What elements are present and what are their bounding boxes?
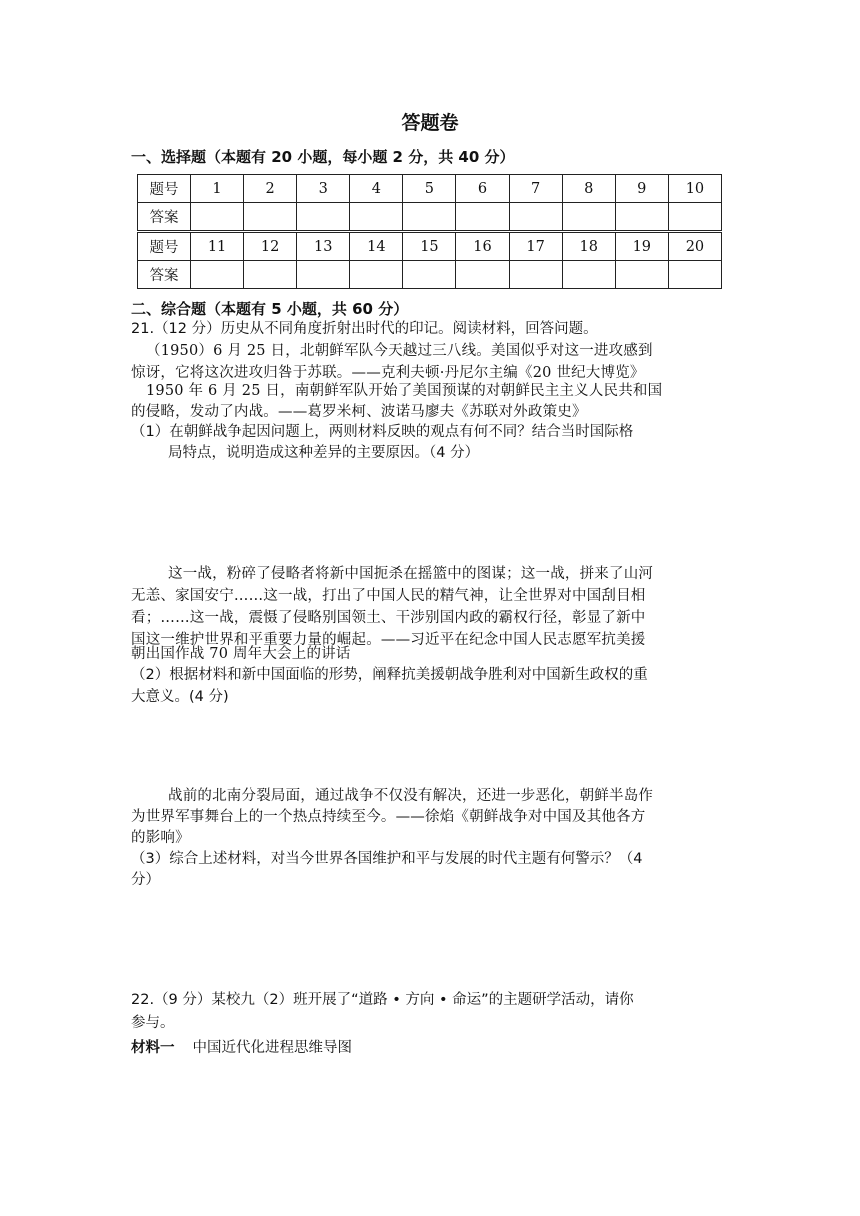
material-label: 材料一 (131, 1040, 175, 1056)
table-row (138, 203, 722, 232)
table-row (138, 232, 722, 261)
answer-cell[interactable] (350, 261, 403, 289)
question-number: 10 (668, 175, 721, 203)
answer-cell[interactable] (297, 261, 350, 289)
question-number: 13 (297, 232, 350, 261)
question-number: 9 (615, 175, 668, 203)
q21-material3-line3: 看；……这一战，震慑了侵略别国领土、干涉别国内政的霸权行径，彰显了新中 (131, 610, 646, 626)
page-title: 答题卷 (401, 112, 459, 134)
answer-cell[interactable] (350, 203, 403, 232)
q21-stem: 21.（12 分）历史从不同角度折射出时代的印记。阅读材料，回答问题。 (131, 321, 598, 337)
answer-cell[interactable] (403, 261, 456, 289)
answer-cell[interactable] (456, 203, 509, 232)
q21-material4-line3: 的影响》 (131, 830, 190, 846)
section1-heading: 一、选择题（本题有 20 小题，每小题 2 分，共 40 分） (131, 148, 515, 166)
answer-cell[interactable] (244, 203, 297, 232)
question-number: 12 (244, 232, 297, 261)
answer-cell[interactable] (191, 261, 244, 289)
question-number: 5 (403, 175, 456, 203)
q21-material4-line1: 战前的北南分裂局面，通过战争不仅没有解决，还进一步恶化，朝鲜半岛作 (168, 788, 654, 804)
question-number: 16 (456, 232, 509, 261)
question-number: 18 (562, 232, 615, 261)
answer-cell[interactable] (403, 203, 456, 232)
answer-cell[interactable] (244, 261, 297, 289)
question-number: 20 (668, 232, 721, 261)
q21-subq3-line1: （3）综合上述材料，对当今世界各国维护和平与发展的时代主题有何警示？（4 (131, 851, 643, 867)
answer-cell[interactable] (562, 203, 615, 232)
q21-material2-line2: 的侵略，发动了内战。——葛罗米柯、波诺马廖夫《苏联对外政策史》 (131, 404, 587, 420)
row-label-number: 题号 (138, 175, 191, 203)
question-number: 7 (509, 175, 562, 203)
question-number: 3 (297, 175, 350, 203)
answer-cell[interactable] (191, 203, 244, 232)
q21-material1-line2: 惊讶，它将这次进攻归咎于苏联。——克利夫顿·丹尼尔主编《20 世纪大博览》 (131, 365, 645, 381)
question-number: 6 (456, 175, 509, 203)
q21-material3-line2: 无恙、家国安宁……这一战，打出了中国人民的精气神，让全世界对中国刮目相 (131, 588, 646, 604)
question-number: 1 (191, 175, 244, 203)
q21-subq2-line2: 大意义。(4 分) (131, 689, 229, 705)
q21-material1-line1: （1950）6 月 25 日，北朝鲜军队今天越过三八线。美国似乎对这一进攻感到 (146, 343, 653, 359)
answer-cell[interactable] (297, 203, 350, 232)
answer-cell[interactable] (509, 203, 562, 232)
q22-material1 (131, 1037, 731, 1059)
question-number: 4 (350, 175, 403, 203)
table-row (138, 261, 722, 289)
answer-cell[interactable] (456, 261, 509, 289)
question-number: 17 (509, 232, 562, 261)
answer-table-1 (137, 174, 722, 289)
section2-heading: 二、综合题（本题有 5 小题，共 60 分） (131, 300, 409, 318)
answer-cell[interactable] (509, 261, 562, 289)
q21-material3-line1: 这一战，粉碎了侵略者将新中国扼杀在摇篮中的图谋；这一战，拼来了山河 (168, 566, 654, 582)
question-number: 8 (562, 175, 615, 203)
table-row (138, 175, 722, 203)
q21-subq1-line1: （1）在朝鲜战争起因问题上，两则材料反映的观点有何不同？结合当时国际格 (131, 424, 634, 440)
q21-subq3-line2: 分） (131, 872, 160, 888)
q21-material2-line1: 1950 年 6 月 25 日，南朝鲜军队开始了美国预谋的对朝鲜民主主义人民共和国 (146, 383, 663, 399)
q22-stem-line1: 22.（9 分）某校九（2）班开展了“道路 • 方向 • 命运”的主题研学活动，请你 (131, 992, 634, 1008)
row-label-number: 题号 (138, 232, 191, 261)
row-label-answer: 答案 (138, 203, 191, 232)
q21-material3-line5: 朝出国作战 70 周年大会上的讲话 (131, 646, 351, 662)
question-number: 2 (244, 175, 297, 203)
q21-subq2-line1: （2）根据材料和新中国面临的形势，阐释抗美援朝战争胜利对中国新生政权的重 (131, 667, 648, 683)
answer-cell[interactable] (562, 261, 615, 289)
material-title: 中国近代化进程思维导图 (192, 1040, 352, 1056)
answer-cell[interactable] (668, 203, 721, 232)
question-number: 14 (350, 232, 403, 261)
answer-cell[interactable] (668, 261, 721, 289)
row-label-answer: 答案 (138, 261, 191, 289)
answer-cell[interactable] (615, 261, 668, 289)
q21-material4-line2: 为世界军事舞台上的一个热点持续至今。——徐焰《朝鲜战争对中国及其他各方 (131, 809, 646, 825)
question-number: 19 (615, 232, 668, 261)
question-number: 15 (403, 232, 456, 261)
q22-stem-line2: 参与。 (131, 1015, 175, 1031)
q21-material3-line4: 国这一维护世界和平重要力量的崛起。——习近平在纪念中国人民志愿军抗美援 (131, 632, 646, 648)
question-number: 11 (191, 232, 244, 261)
q21-subq1-line2: 局特点，说明造成这种差异的主要原因。（4 分） (168, 445, 480, 461)
answer-cell[interactable] (615, 203, 668, 232)
